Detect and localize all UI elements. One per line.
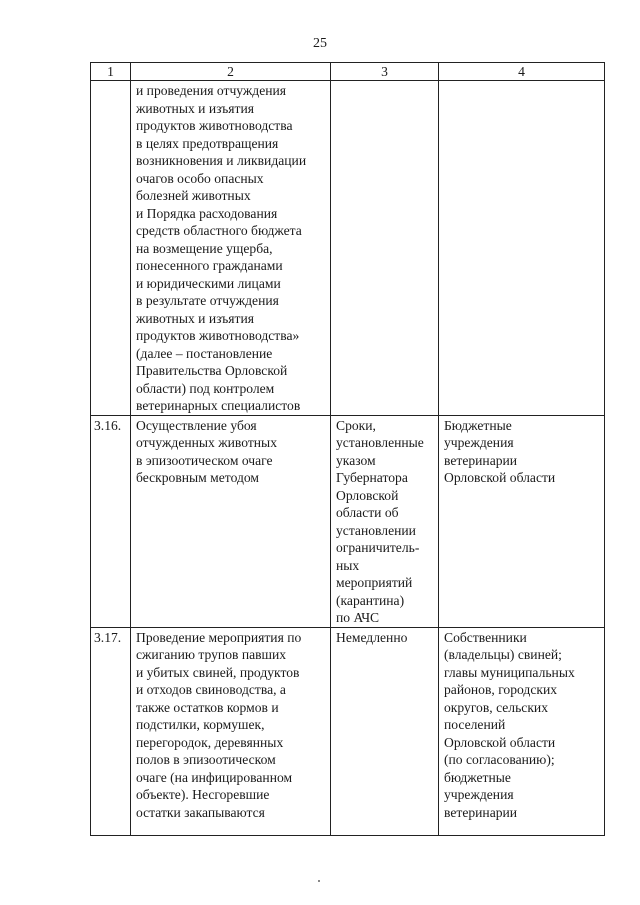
responsible-cell	[439, 81, 605, 416]
table-row	[91, 415, 605, 627]
column-header-4: 4	[439, 63, 605, 81]
action-cell: Проведение мероприятия по сжиганию трупов павших и убитых свиней, продуктов и отходов свиноводства, а также остатков кормов и подстилки, кормушек, перегородок, деревянных полов в эпизоотическом очаге (на инфицированном объекте). Несгоревшие остатки закапываются	[131, 627, 331, 835]
action-cell: Осуществление убоя отчужденных животных в эпизоотическом очаге бескровным методом	[131, 415, 331, 627]
table-header-row	[91, 63, 605, 81]
row-number: 3.16.	[91, 415, 131, 627]
column-header-1: 1	[91, 63, 131, 81]
scan-speck	[318, 880, 320, 882]
responsible-cell: Собственники (владельцы) свиней; главы муниципальных районов, городских округов, сельских поселений Орловской области (по согласованию); бюджетные учреждения ветеринарии	[439, 627, 605, 835]
column-header-3: 3	[331, 63, 439, 81]
table-row	[91, 81, 605, 416]
row-number: 3.17.	[91, 627, 131, 835]
page-number: 25	[313, 36, 327, 51]
action-cell: и проведения отчуждения животных и изъятия продуктов животноводства в целях предотвращения возникновения и ликвидации очагов особо опасных болезней животных и Порядка расходования средств областного бюджета на возмещение ущерба, понесенного гражданами и юридическими лицами в результате отчуждения животных и изъятия продуктов животноводства» (далее – постановление Правительства Орловской области) под контролем ветеринарных специалистов	[131, 81, 331, 416]
responsible-cell: Бюджетные учреждения ветеринарии Орловской области	[439, 415, 605, 627]
deadline-cell	[331, 81, 439, 416]
row-number	[91, 81, 131, 416]
table-row	[91, 627, 605, 835]
deadline-cell: Сроки, установленные указом Губернатора Орловской области об установлении ограничитель- ных мероприятий (карантина) по АЧС	[331, 415, 439, 627]
measures-table	[90, 62, 605, 836]
deadline-cell: Немедленно	[331, 627, 439, 835]
column-header-2: 2	[131, 63, 331, 81]
